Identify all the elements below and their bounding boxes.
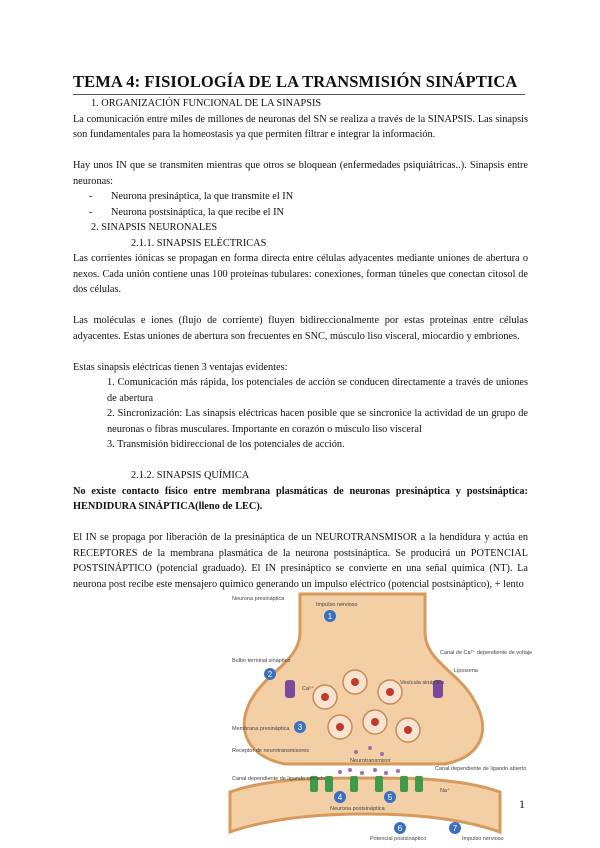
- label-presynaptic: Neurona presináptica: [232, 596, 285, 602]
- step-label: 7: [452, 824, 458, 833]
- list-item-text: Neurona presináptica, la que transmite el IN: [111, 191, 294, 202]
- dash-marker: -: [89, 206, 93, 218]
- section-heading-2: 2. SINAPSIS NEURONALES: [91, 222, 218, 233]
- step-label: 5: [387, 793, 393, 802]
- label-potential: Potencial postsináptico: [370, 836, 427, 842]
- list-item-advantage: 1. Comunicación más rápida, los potenciales de acción se conducen directamente a través de uniones de abertura: [107, 377, 528, 404]
- label-postsynaptic: Neurona postsináptica: [330, 806, 385, 812]
- paragraph-electric: Las corrientes iónicas se propagan en forma directa entre células adyacentes mediante uniones de abertura o nexos. Cada unión contiene unas 100 proteínas tubulares: conexiones, forman túneles que conectan citosol de dos células.: [73, 253, 528, 295]
- list-item-text: Neurona postsináptica, la que recibe el IN: [111, 206, 284, 218]
- page-number: 1: [519, 797, 525, 811]
- document-body: [73, 96, 528, 592]
- subsection-heading-chemical: 2.1.2. SINAPSIS QUÍMICA: [131, 470, 250, 481]
- list-item-advantage: 2. Sincronización: Las sinapsis eléctricas hacen posible que se sincronice la actividad de un grupo de neuronas o fibras musculares. Importante en corazón o músculo liso visceral: [107, 408, 528, 435]
- paragraph-intro: La comunicación entre miles de millones de neuronas del SN se realiza a través de la SINAPSIS. Las sinapsis son fundamentales para la homeostasis ya que permiten filtrar e integrar la información.: [73, 113, 528, 140]
- step-label: 6: [397, 824, 403, 833]
- label-ca-channel: Canal de Ca²⁺ dependiente de voltaje: [440, 650, 533, 656]
- paragraph-neurotransmitter: El IN se propaga por liberación de la presináptica de un NEUROTRANSMISOR a la hendidura y actúa en RECEPTORES de la membrana plasmática de la neurona postsináptica. Se producirá un POTENCIAL POSTSINÁPTICO (potencial graduado). El IN presináptico se convierte en una señal química (NT). La neurona post recibe este mensajero químico generando un impulso eléctrico (potencial postsináptico), + lento: [73, 532, 528, 590]
- label-closed-channel: Canal dependiente de ligando cerrado: [232, 776, 326, 782]
- dash-marker: -: [89, 191, 93, 202]
- step-label: 1: [327, 612, 333, 621]
- label-neurotransmitter: Neurotransmisor: [350, 758, 391, 764]
- label-impulse: Impulso nervioso: [316, 602, 358, 608]
- label-receptor: Receptor de neurotransmisores: [232, 748, 310, 754]
- list-item: [73, 189, 528, 205]
- label-vesicle: Vesícula sináptica: [400, 680, 445, 686]
- paragraph-advantages: Estas sinapsis eléctricas tienen 3 ventajas evidentes:: [73, 361, 288, 373]
- paragraph-molecules: Las moléculas e iones (flujo de corriente) fluyen bidireccionalmente por estas proteínas entre células adyacentes. Estas uniones de abertura son frecuentes en SNC, músculo liso visceral, miocardio y embriones.: [73, 315, 528, 342]
- label-membrane: Membrana presináptica: [232, 726, 290, 732]
- paragraph-chemical: No existe contacto físico entre membrana plasmáticas de neuronas presináptica y postsináptica: HENDIDURA SINÁPTICA(lleno de LEC).: [73, 485, 528, 512]
- paragraph-in: Hay unos IN que se transmiten mientras que otros se bloquean (enfermedades psiquiátricas..). Sinapsis entre neuronas:: [73, 160, 528, 187]
- synapse-diagram: [230, 592, 533, 844]
- step-label: 4: [337, 793, 343, 802]
- label-bulb: Bulbo terminal sináptico: [232, 658, 291, 664]
- list-item: [73, 205, 528, 221]
- section-heading-1: 1. ORGANIZACIÓN FUNCIONAL DE LA SINAPSIS: [91, 98, 322, 109]
- subsection-heading-electric: 2.1.1. SINAPSIS ELÉCTRICAS: [131, 237, 267, 249]
- label-liposome: Liposoma: [454, 668, 478, 674]
- postsynaptic-neuron: [230, 778, 500, 832]
- label-open-channel: Canal dependiente de ligando abierto: [435, 766, 527, 772]
- label-na: Na⁺: [440, 788, 450, 794]
- label-impulse-post: Impulso nervioso: [462, 836, 504, 842]
- label-ca: Ca²⁺: [302, 686, 314, 692]
- page-title: TEMA 4: FISIOLOGÍA DE LA TRANSMISIÓN SINÁPTICA: [73, 72, 525, 95]
- step-label: 3: [297, 723, 303, 732]
- list-item-advantage: 3. Transmisión bidireccional de los potenciales de acción.: [107, 439, 345, 450]
- step-label: 2: [267, 670, 273, 679]
- calcium-channel: [285, 680, 295, 698]
